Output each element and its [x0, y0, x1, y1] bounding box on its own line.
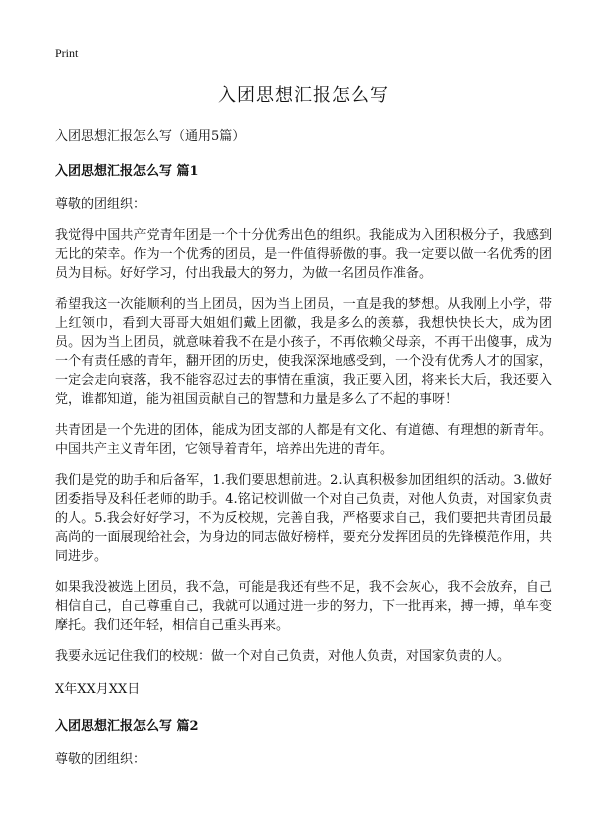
- date-line: X年XX月XX日: [55, 682, 141, 697]
- paragraph: 我们是党的助手和后备军，1.我们要思想前进。2.认真积极参加团组织的活动。3.做好团委指导及科任老师的助手。4.铭记校训做一个对自己负责，对他人负责，对国家负责的人。5.我会好好学习，不为反校规，完善自我，严格要求自己，我们要把共青团员最高尚的一面展现给社会，为身边的同志做好榜样，要充分发挥团员的先锋模范作用，共同进步。: [55, 473, 552, 564]
- print-link[interactable]: Print: [55, 46, 79, 60]
- section-1: [55, 160, 552, 697]
- paragraph: 共青团是一个先进的团体，能成为团支部的人都是有文化、有道德、有理想的新青年。中国共产主义青年团，它领导着青年，培养出先进的青年。: [55, 423, 552, 457]
- paragraph: 我要永远记住我们的校规：做一个对自己负责，对他人负责，对国家负责的人。: [55, 649, 511, 664]
- salutation: 尊敬的团组织：: [55, 752, 147, 767]
- section-heading: 入团思想汇报怎么写 篇1: [55, 164, 199, 179]
- paragraph: 希望我这一次能顺利的当上团员，因为当上团员，一直是我的梦想。从我刚上小学，带上红领巾，看到大哥哥大姐姐们戴上团徽，我是多么的羡慕，我想快快长大，成为团员。因为当上团员，就意味着我不在是小孩子，不再依赖父母亲，不再干出傻事，成为一个有责任感的青年，翻开团的历史，使我深深地感受到，一个没有优秀人才的国家，一定会走向衰落，我不能容忍过去的事情在重演，我正要入团，将来长大后，我还要入党，谁都知道，能为祖国贡献自己的智慧和力量是多么了不起的事呀！: [55, 297, 552, 407]
- salutation: 尊敬的团组织：: [55, 197, 147, 212]
- paragraph: 我觉得中国共产党青年团是一个十分优秀出色的组织。我能成为入团积极分子，我感到无比的荣幸。作为一个优秀的团员，是一件值得骄傲的事。我一定要以做一名优秀的团员为目标。好好学习，付出我最大的努力，为做一名团员作准备。: [55, 228, 552, 281]
- section-2: [55, 715, 552, 767]
- document-subtitle: 入团思想汇报怎么写（通用5篇）: [55, 129, 246, 144]
- paragraph: 如果我没被选上团员，我不急，可能是我还有些不足，我不会灰心，我不会放弃，自己相信自己，自己尊重自己，我就可以通过进一步的努力，下一批再来，搏一搏，单车变摩托。我们还年轻，相信自己重头再来。: [55, 580, 552, 633]
- document-title: 入团思想汇报怎么写: [218, 85, 389, 106]
- section-heading: 入团思想汇报怎么写 篇2: [55, 719, 199, 734]
